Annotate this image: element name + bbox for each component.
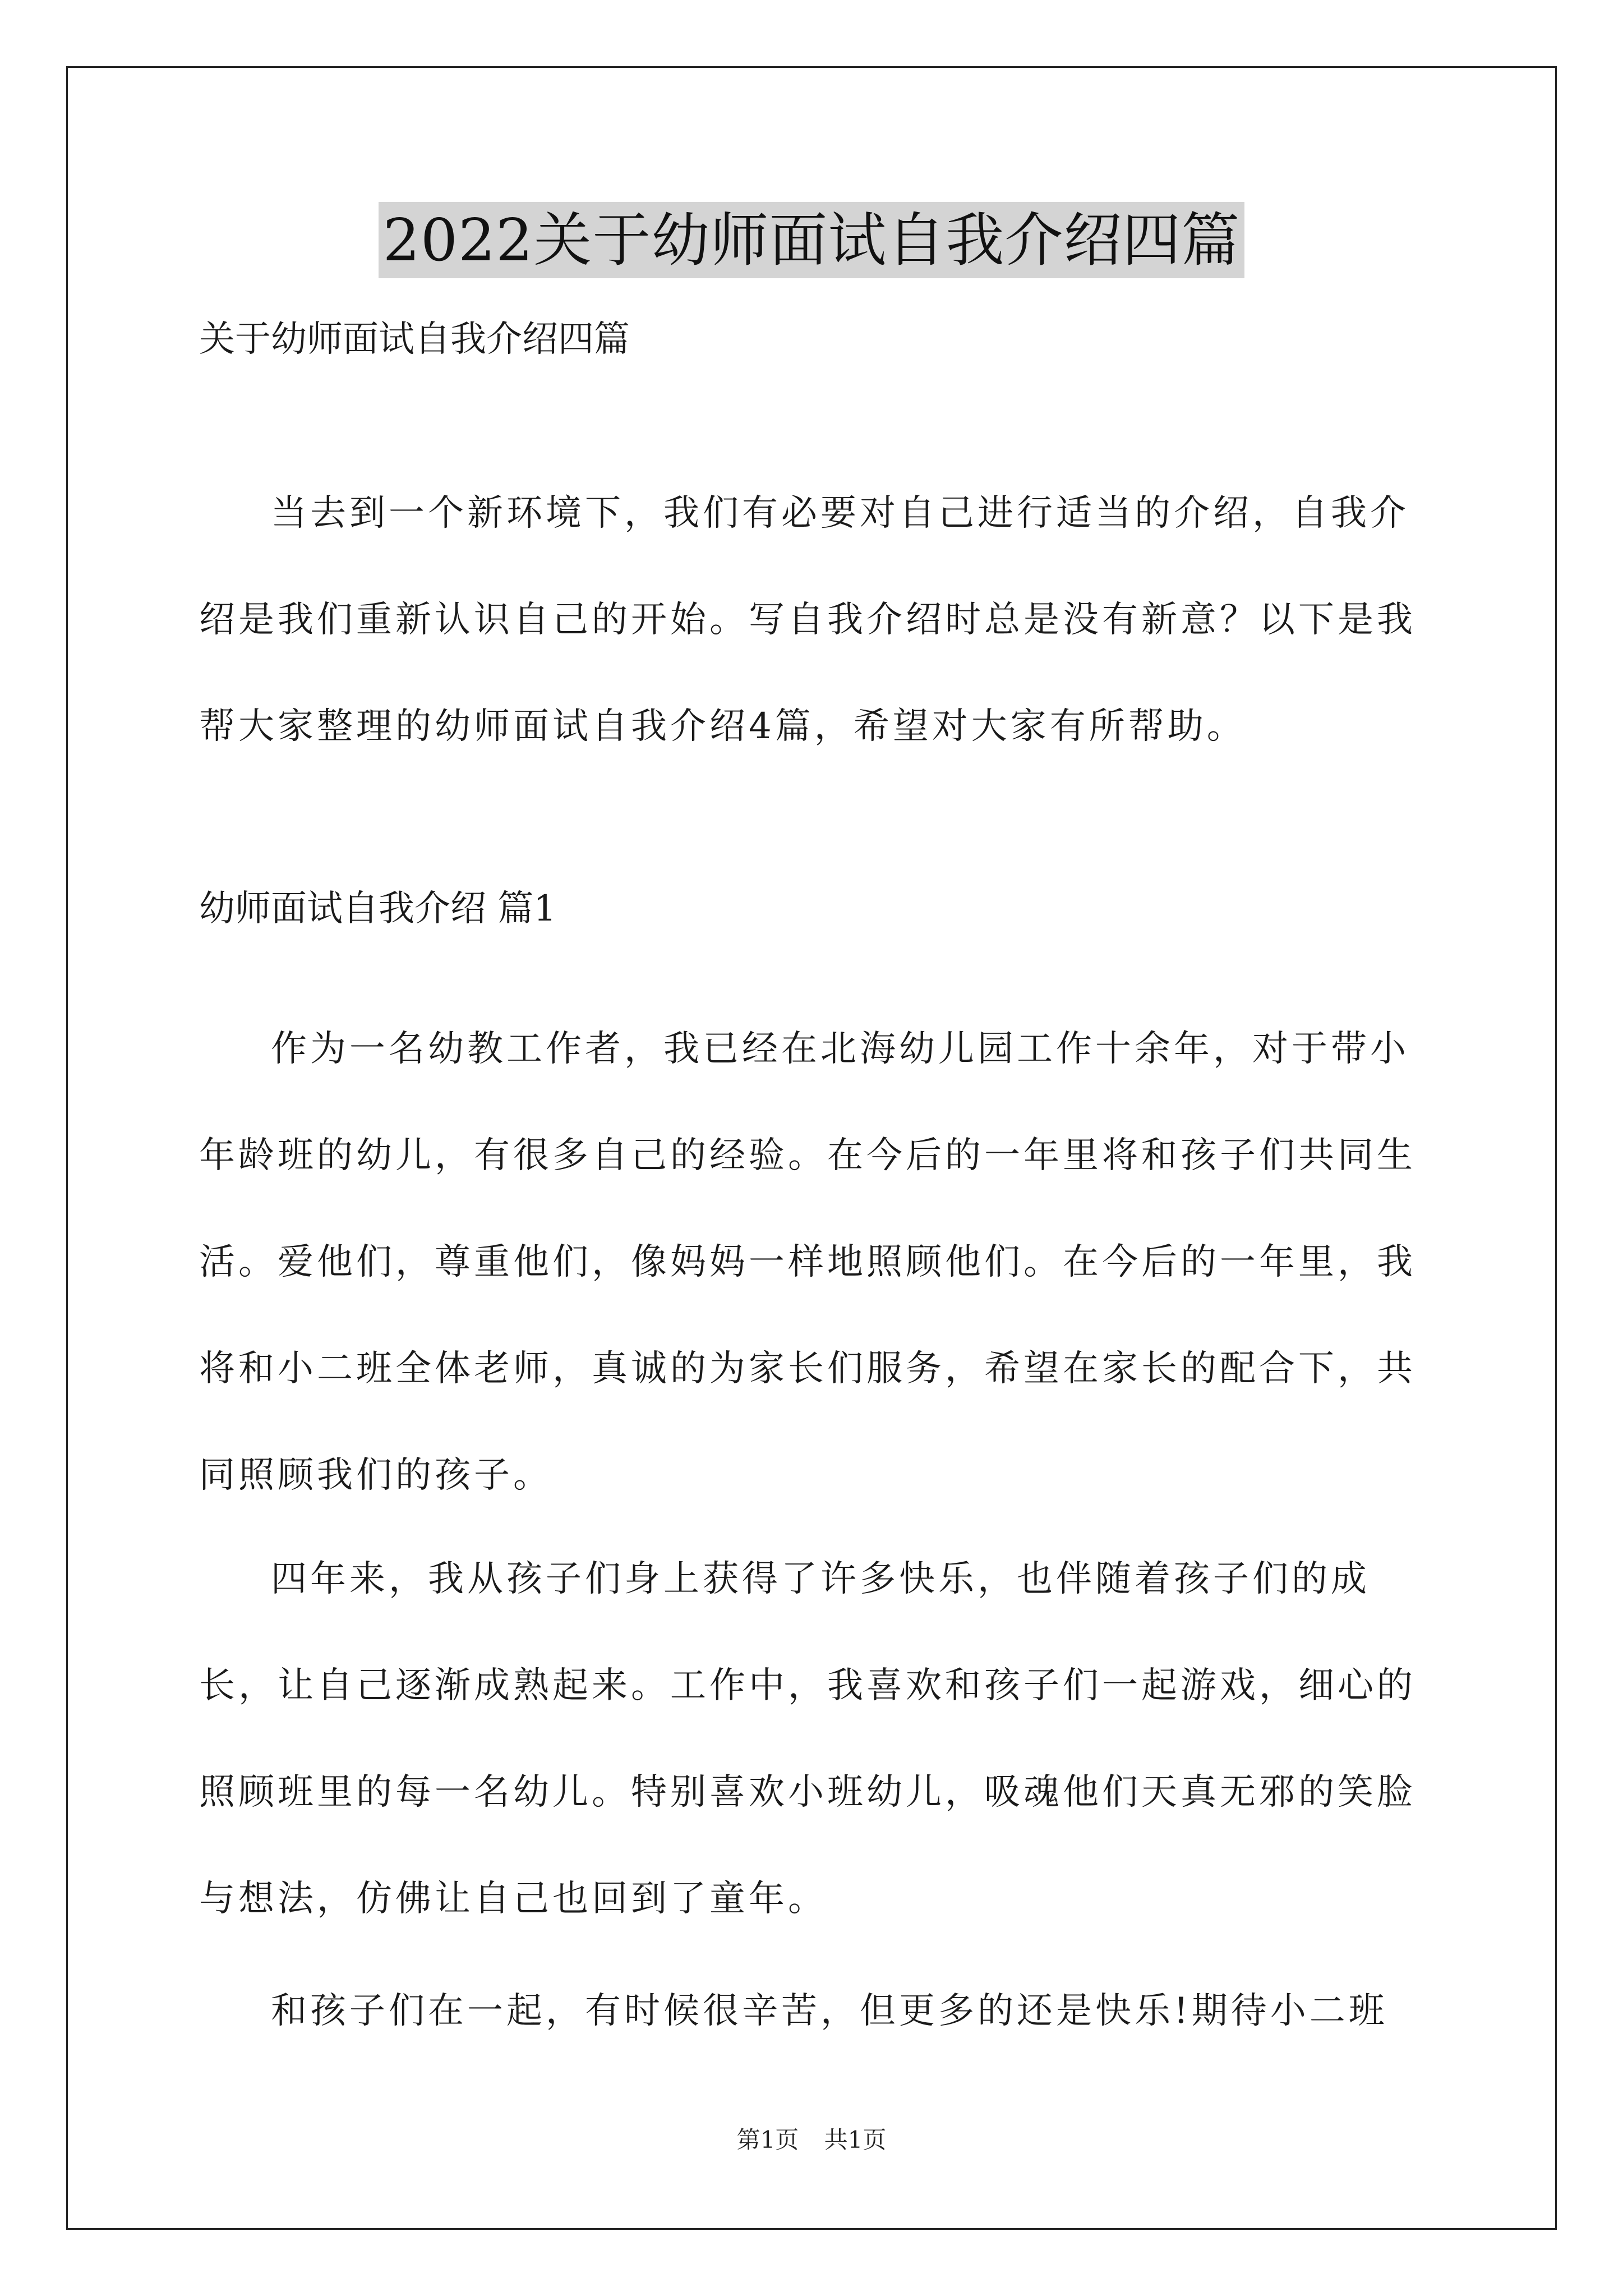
page-footer	[0, 2122, 1623, 2155]
body-paragraph: 四年来，我从孩子们身上获得了许多快乐，也伴随着孩子们的成长，让自己逐渐成熟起来。工作中，我喜欢和孩子们一起游戏，细心的照顾班里的每一名幼儿。特别喜欢小班幼儿，吸魂他们天真无邪的笑脸与想法，仿佛让自己也回到了童年。	[199, 1558, 1416, 1920]
body-paragraph: 作为一名幼教工作者，我已经在北海幼儿园工作十余年，对于带小年龄班的幼儿，有很多自己的经验。在今后的一年里将和孩子们共同生活。爱他们，尊重他们，像妈妈一样地照顾他们。在今后的一年里，我将和小二班全体老师，真诚的为家长们服务，希望在家长的配合下，共同照顾我们的孩子。	[199, 1028, 1416, 1496]
page-number: 第1页	[736, 2126, 799, 2154]
intro-paragraph: 当去到一个新环境下，我们有必要对自己进行适当的介绍，自我介绍是我们重新认识自己的开始。写自我介绍时总是没有新意？以下是我帮大家整理的幼师面试自我介绍4篇，希望对大家有所帮助。	[199, 493, 1416, 747]
document-subtitle: 关于幼师面试自我介绍四篇	[199, 319, 630, 360]
title-container	[0, 202, 1623, 278]
document-title: 2022关于幼师面试自我介绍四篇	[379, 202, 1245, 278]
body-paragraph: 和孩子们在一起，有时候很辛苦，但更多的还是快乐!期待小二班	[271, 1990, 1388, 2032]
section-heading: 幼师面试自我介绍 篇1	[199, 888, 557, 930]
page-total: 共1页	[824, 2126, 887, 2154]
